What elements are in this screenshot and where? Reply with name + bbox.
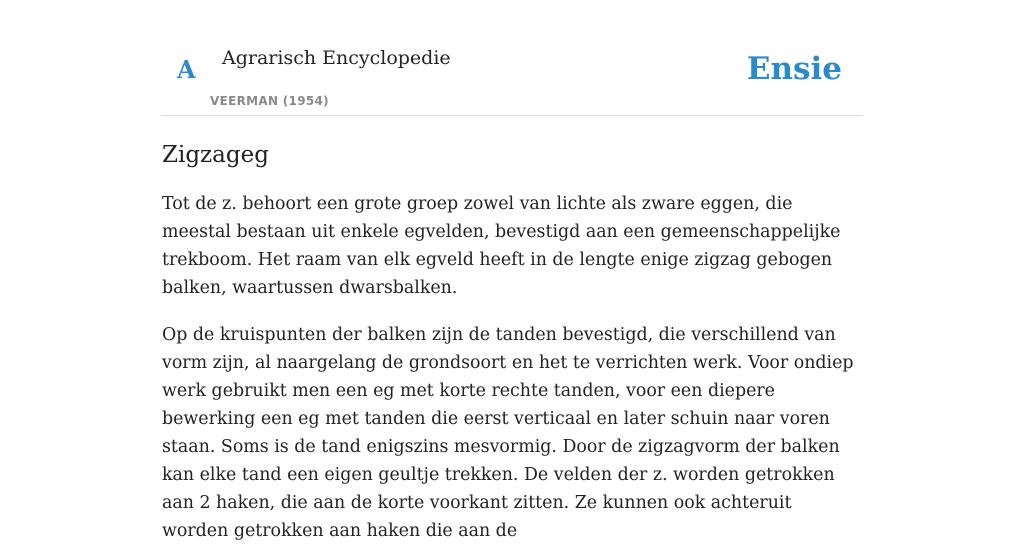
article-title: Zigzageg	[162, 142, 269, 168]
article-paragraph: Tot de z. behoort een grote groep zowel van lichte als zware eggen, die meestal bestaan uit enkele egvelden, bevestigd aan een gemeenschappelijke trekboom. Het raam van elk egveld heeft in de lengte enige zigzag gebogen balken, waartussen dwarsbalken.	[162, 194, 841, 298]
brand-logo-link[interactable]: Ensie	[746, 51, 842, 87]
content-container	[162, 0, 862, 545]
source-title[interactable]: Agrarisch Encyclopedie	[222, 47, 451, 69]
index-letter[interactable]: A	[177, 55, 196, 84]
source-subtitle[interactable]: VEERMAN (1954)	[210, 94, 329, 108]
page-header	[162, 0, 862, 116]
article-paragraph: Op de kruispunten der balken zijn de tanden bevestigd, die verschillend van vorm zijn, al naargelang de grondsoort en het te verrichten werk. Voor ondiep werk gebruikt men een eg met korte rechte tanden, voor een diepere bewerking een eg met tanden die eerst verticaal en later schuin naar voren staan. Soms is de tand enigszins mesvormig. Door de zigzagvorm der balken kan elke tand een eigen geultje trekken. De velden der z. worden getrokken aan 2 haken, die aan de korte voorkant zitten. Ze kunnen ook achteruit worden getrokken aan haken die aan de	[162, 325, 854, 541]
